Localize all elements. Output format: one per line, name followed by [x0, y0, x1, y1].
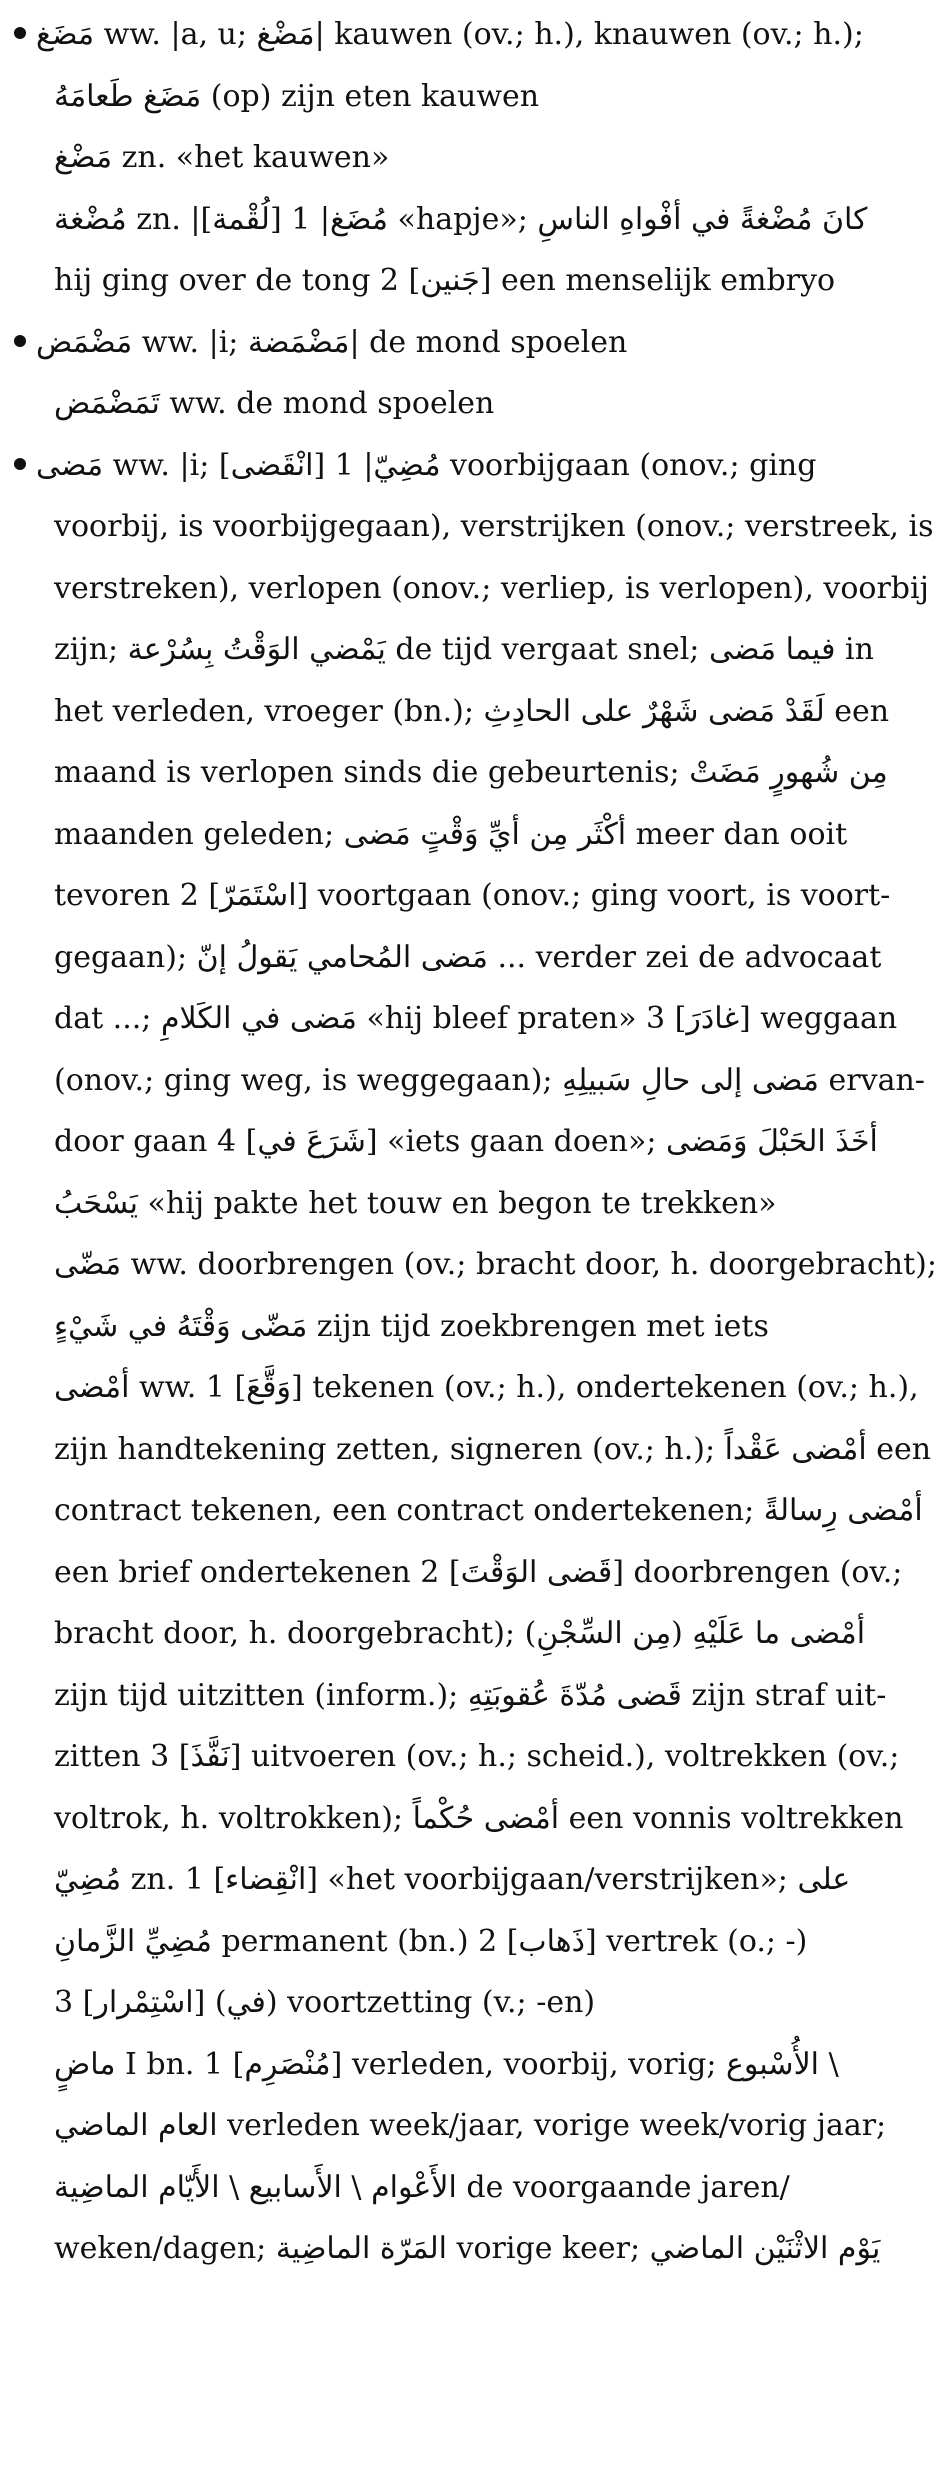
entry-line [14, 1542, 903, 1604]
line-text: تَمَضْمَض ww. de mond spoelen [54, 386, 495, 421]
entry-line [14, 1972, 887, 2034]
entry-line [14, 2157, 887, 2219]
entry-line [14, 1849, 887, 1911]
entry-line [14, 558, 929, 620]
line-text: مُضِيّ zn. 1 [انْقِضاء] «het voorbijgaan/verstrijken»; على [54, 1862, 851, 1897]
entry-line [14, 619, 887, 681]
entry-line [14, 250, 887, 312]
line-text: maanden geleden; أكْثَر مِن أيِّ وَقْتٍ مَضى meer dan ooit [54, 816, 848, 852]
line-text: zijn; يَمْضي الوَقْتُ بِسُرْعة de tijd vergaat snel; فيما مَضى in [54, 632, 874, 667]
line-text: contract tekenen, een contract ondertekenen; أمْضى رِسالةً [54, 1493, 923, 1528]
entry-line [14, 1665, 887, 1727]
entry-bullet [14, 458, 26, 470]
line-text: gegaan); مَضى المُحامي يَقولُ إنّ ... verder zei de advocaat [54, 939, 882, 975]
line-text: tevoren 2 [اسْتَمَرّ] voortgaan (onov.; ging voort, is voort- [54, 878, 891, 913]
entry-line [14, 1788, 904, 1850]
entry-line [14, 1357, 919, 1419]
line-text: مَضْمَض ww. |i; مَضْمَضة| de mond spoelen [36, 324, 628, 360]
line-text: مَضّى وَقْتَهُ في شَيْءٍ zijn tijd zoekbrengen met iets [54, 1308, 769, 1344]
line-text: bracht door, h. doorgebracht); أمْضى ما عَلَيْهِ (مِن السِّجْنِ) [54, 1616, 866, 1651]
line-text: 3 [اسْتِمْرار] (في) voortzetting (v.; -en) [54, 1985, 596, 2020]
entry-line [14, 127, 887, 189]
line-text: maand is verlopen sinds die gebeurtenis; مِن شُهورٍ مَضَتْ [54, 755, 888, 790]
line-text: العام الماضي verleden week/jaar, vorige week/vorig jaar; [54, 2108, 887, 2143]
entry-bullet [14, 27, 26, 39]
line-text: zijn tijd uitzitten (inform.); قَضى مُدّةَ عُقوبَتِهِ zijn straf uit- [54, 1677, 887, 1713]
line-text: zitten 3 [نَفَّذَ] uitvoeren (ov.; h.; scheid.), voltrekken (ov.; [54, 1739, 900, 1774]
entry-line [14, 1726, 900, 1788]
entry-line [14, 66, 887, 128]
entry-line [14, 865, 891, 927]
entry-line [14, 4, 887, 66]
line-text: مُضِيِّ الزَّمانِ permanent (bn.) 2 [ذَهاب] vertrek (o.; -) [54, 1923, 808, 1959]
line-text: voorbij, is voorbijgegaan), verstrijken (onov.; verstreek, is [54, 509, 934, 544]
line-text: een brief ondertekenen 2 [قَضى الوَقْتَ] doorbrengen (ov.; [54, 1554, 903, 1590]
entry-line [14, 1480, 923, 1542]
line-text: het verleden, vroeger (bn.); لَقَدْ مَضى شَهْرٌ على الحادِثِ een [54, 693, 890, 729]
entry-line [14, 681, 890, 743]
line-text: hij ging over de tong 2 [جَنين] een menselijk embryo [54, 263, 836, 298]
line-text: مَضَغ طَعامَهُ (op) zijn eten kauwen [54, 78, 540, 114]
entry-line [14, 1234, 937, 1296]
entry-line [14, 988, 898, 1050]
entry-line [14, 373, 887, 435]
line-text: verstreken), verlopen (onov.; verliep, is verlopen), voorbij [54, 570, 929, 606]
entry-line [14, 2218, 887, 2280]
entry-line [14, 1050, 925, 1112]
entry-line [14, 435, 887, 497]
entry-line [14, 189, 887, 251]
line-text: يَسْحَبُ «hij pakte het touw en begon te trekken» [54, 1185, 777, 1221]
line-text: door gaan 4 [شَرَعَ في] «iets gaan doen»; أخَذَ الحَبْلَ وَمَضى [54, 1124, 878, 1159]
line-text: (onov.; ging weg, is weggegaan); مَضى إلى حالِ سَبيلِهِ ervan- [54, 1062, 925, 1098]
line-text: zijn handtekening zetten, signeren (ov.; h.); أمْضى عَقْداً een [54, 1431, 932, 1467]
entry-line [14, 1296, 887, 1358]
entry-line [14, 742, 887, 804]
entry-line [14, 1173, 887, 1235]
line-text: مَضْغ zn. «het kauwen» [54, 140, 390, 175]
line-text: مَضَغ ww. |a, u; مَضْغ| kauwen (ov.; h.), knauwen (ov.; h.); [36, 17, 864, 52]
line-text: الأَعْوام \ الأَسابيع \ الأَيّام الماضِية de voorgaande jaren/ [54, 2169, 790, 2205]
line-text: مُضْغة zn. |مُضَغ| 1 [لُقْمة] «hapje»; كانَ مُضْغةً في أفْواهِ الناسِ [54, 201, 868, 237]
line-text: weken/dagen; المَرّة الماضِية vorige keer; يَوْم الاثْنَيْن الماضي [54, 2231, 881, 2266]
entry-line [14, 312, 887, 374]
entry-line [14, 927, 887, 989]
entry-line [14, 804, 887, 866]
entry-line [14, 2034, 887, 2096]
entry-line [14, 1111, 887, 1173]
line-text: dat ...; مَضى في الكَلامِ «hij bleef praten» 3 [غادَرَ] weggaan [54, 1001, 898, 1036]
entry-line [14, 1603, 887, 1665]
line-text: ماضٍ I bn. 1 [مُنْصَرِم] verleden, voorbij, vorig; الأُسْبوع \ [54, 2046, 839, 2082]
entry-bullet [14, 335, 26, 347]
line-text: أمْضى ww. 1 [وَقَّعَ] tekenen (ov.; h.), ondertekenen (ov.; h.), [54, 1370, 919, 1405]
entry-line [14, 1419, 932, 1481]
line-text: voltrok, h. voltrokken); أمْضى حُكْماً een vonnis voltrekken [54, 1800, 904, 1836]
entry-line [14, 2095, 887, 2157]
entry-line [14, 496, 934, 558]
line-text: مَضّى ww. doorbrengen (ov.; bracht door, h. doorgebracht); [54, 1247, 937, 1282]
line-text: مَضى ww. |i; مُضِيّ| 1 [انْقَضى] voorbijgaan (onov.; ging [36, 447, 817, 483]
entry-line [14, 1911, 887, 1973]
